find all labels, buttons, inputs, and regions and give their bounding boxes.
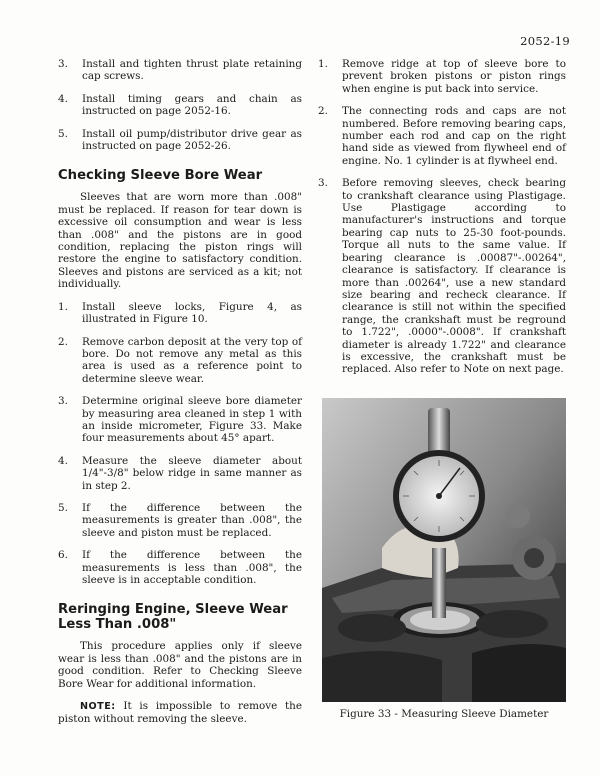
list-item bbox=[58, 128, 302, 153]
item-number: 1. bbox=[58, 300, 68, 313]
note-paragraph bbox=[58, 700, 302, 726]
item-text: Install and tighten thrust plate retaining cap screws. bbox=[82, 58, 302, 83]
list-item bbox=[58, 301, 302, 326]
list-item bbox=[318, 58, 566, 95]
item-text: Install sleeve locks, Figure 4, as illustrated in Figure 10. bbox=[82, 300, 302, 326]
list-item bbox=[58, 455, 302, 492]
item-number: 4. bbox=[58, 454, 68, 467]
item-number: 3. bbox=[318, 177, 328, 190]
list-item bbox=[58, 93, 302, 118]
item-number: 3. bbox=[58, 58, 68, 70]
item-number: 6. bbox=[58, 549, 68, 562]
item-text: The connecting rods and caps are not numbered. Before removing bearing caps, number each rod and cap on the right hand side as viewed from flywheel end of engine. No. 1 cylinder is at flywheel end. bbox=[342, 105, 566, 167]
left-column bbox=[58, 58, 302, 736]
item-text: If the difference between the measurements is less than .008", the sleeve is in acceptable condition. bbox=[82, 549, 302, 586]
item-number: 2. bbox=[318, 105, 328, 118]
list-item bbox=[318, 105, 566, 167]
list-item bbox=[58, 336, 302, 386]
note-label: NOTE: bbox=[80, 701, 116, 713]
list-item bbox=[58, 549, 302, 586]
item-text: Remove carbon deposit at the very top of bore. Do not remove any metal as this area is used as a reference point to determine sleeve wear. bbox=[82, 335, 302, 385]
list-item bbox=[58, 502, 302, 539]
section-heading: Reringing Engine, Sleeve Wear Less Than .008" bbox=[58, 602, 288, 633]
section-intro: Sleeves that are worn more than .008" must be replaced. If reason for tear down is excessive oil consumption and wear is less than .008" and the pistons are in good condition, replacing the piston rings will restore the engine to satisfactory condition. Sleeves and pistons are serviced as a kit; not individually. bbox=[58, 191, 302, 291]
section-heading: Checking Sleeve Bore Wear bbox=[58, 168, 263, 184]
note-text: It is impossible to remove the piston without removing the sleeve. bbox=[58, 700, 302, 726]
item-number: 3. bbox=[58, 395, 68, 408]
section-intro: This procedure applies only if sleeve wear is less than .008" and the pistons are in good condition. Refer to Checking Sleeve Bore Wear for additional information. bbox=[58, 640, 302, 690]
item-text: Install oil pump/distributor drive gear as instructed on page 2052-26. bbox=[82, 127, 302, 153]
figure-caption: Figure 33 - Measuring Sleeve Diameter bbox=[339, 708, 549, 720]
page-number: 2052-19 bbox=[520, 34, 570, 48]
figure-photo bbox=[322, 398, 566, 702]
item-text: Determine original sleeve bore diameter by measuring area cleaned in step 1 with an inside micrometer, Figure 33. Make four measurements about 45° apart. bbox=[82, 395, 302, 445]
item-number: 5. bbox=[58, 127, 68, 140]
item-text: If the difference between the measurements is greater than .008", the sleeve and piston must be replaced. bbox=[82, 501, 302, 539]
item-number: 1. bbox=[318, 58, 328, 70]
right-column bbox=[318, 58, 566, 386]
list-item bbox=[58, 395, 302, 445]
micrometer-photo-illustration bbox=[322, 398, 566, 702]
list-item bbox=[58, 58, 302, 83]
list-item bbox=[318, 177, 566, 376]
item-number: 2. bbox=[58, 335, 68, 348]
item-text: Before removing sleeves, check bearing to crankshaft clearance using Plastigage. Use Plastigage according to manufacturer's instructions and torque bearing cap nuts to 25-30 foot-pounds. Torque all nuts to the same value. If bearing clearance is .00087"-.00264", clearance is satisfactory. If clearance is more than .00264", use a new standard size bearing and recheck clearance. If clearance is still not within the specified range, the crankshaft must be reground to 1.722", .0000"-.0008". If crankshaft diameter is already 1.722" and clearance is excessive, the crankshaft must be replaced. Also refer to Note on next page. bbox=[342, 177, 566, 376]
item-number: 5. bbox=[58, 501, 68, 514]
item-text: Remove ridge at top of sleeve bore to prevent broken pistons or piston rings when engine is put back into service. bbox=[342, 58, 566, 95]
item-number: 4. bbox=[58, 92, 68, 105]
item-text: Measure the sleeve diameter about 1/4"-3/8" below ridge in same manner as in step 2. bbox=[82, 454, 302, 492]
item-text: Install timing gears and chain as instructed on page 2052-16. bbox=[82, 92, 302, 118]
